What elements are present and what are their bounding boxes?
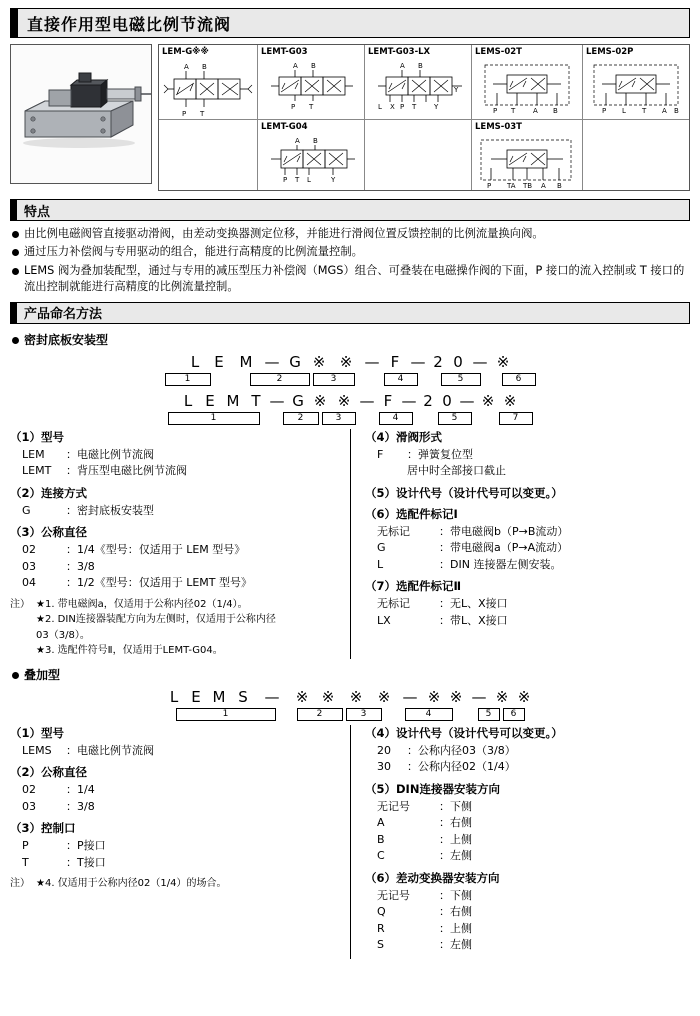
svg-text:B: B — [202, 63, 207, 71]
code-char: ※ — [496, 352, 512, 371]
code-index-box: 5 — [438, 412, 472, 425]
product-photo — [10, 44, 152, 184]
svg-text:P: P — [400, 103, 405, 111]
bullet-icon — [12, 268, 19, 275]
group-key: 20 — [377, 743, 391, 757]
feature-text: 由比例电磁阀管直接驱动滑阀，由差动变换器测定位移，并能进行滑阀位置反馈控制的比例流量换向阀。 — [24, 227, 544, 240]
group-line — [10, 503, 342, 520]
code-index-box: 3 — [322, 412, 356, 425]
group-key: S — [377, 938, 384, 951]
code-index-box: 1 — [165, 373, 211, 386]
note-body: 03（3/8）。 — [36, 629, 90, 641]
group-key: G — [22, 503, 31, 517]
hydraulic-symbol-icon — [261, 134, 361, 184]
code-index-box: 1 — [176, 708, 276, 721]
group-key: G — [377, 541, 386, 554]
code-index-box: 4 — [384, 373, 418, 386]
svg-text:T: T — [295, 176, 300, 184]
symbol-cell-lemt-g04 — [258, 120, 365, 190]
svg-text:P: P — [487, 182, 492, 190]
svg-text:P: P — [493, 107, 498, 115]
code-char: — — [402, 687, 420, 706]
model-code-characters — [10, 351, 690, 371]
svg-text:A: A — [184, 63, 189, 71]
group-line — [10, 782, 342, 799]
group-line — [365, 904, 682, 921]
code-index-box: 2 — [297, 708, 343, 721]
code-char: — — [471, 687, 489, 706]
group-value: ：上侧 — [439, 921, 472, 935]
svg-text:A: A — [400, 62, 405, 70]
group-value: ：1/4《型号：仅适用于 LEM 型号》 — [66, 543, 246, 556]
svg-text:TB: TB — [523, 182, 533, 190]
group-line — [10, 799, 342, 816]
code-char: ※ — [295, 687, 311, 706]
group-key: F — [377, 447, 384, 461]
hydraulic-symbol-icon — [586, 59, 686, 115]
group-key: P — [22, 839, 29, 852]
features-heading: 特点 — [24, 204, 51, 220]
feature-text: LEMS 阀为叠加装配型，通过与专用的减压型压力补偿阀（MGS）组合、可叠装在电磁操作阀的下面，P 接口的流入控制或 T 接口的流出控制就能进行高精度的比例流量控制。 — [24, 263, 685, 294]
group-title: （3）控制口 — [10, 821, 76, 835]
svg-text:A: A — [662, 107, 667, 115]
group-line — [365, 463, 682, 480]
svg-text:A: A — [541, 182, 546, 190]
valve-illustration — [15, 63, 152, 173]
group-nominal-diameter — [10, 764, 342, 815]
svg-text:Y: Y — [454, 86, 459, 94]
code-char: — — [401, 391, 419, 410]
group-value: ：电磁比例节流阀 — [66, 447, 154, 461]
group-key: LEM — [22, 447, 45, 461]
svg-text:T: T — [309, 103, 314, 111]
note-line — [10, 612, 342, 628]
code-char: M — [226, 391, 242, 410]
group-value: ：电磁比例节流阀 — [66, 743, 154, 757]
code-char: ※ — [313, 391, 329, 410]
bullet-icon — [12, 231, 19, 238]
group-value: ：公称内径03（3/8） — [407, 743, 516, 757]
code-char: S — [238, 687, 250, 706]
group-title: （7）选配件标记Ⅱ — [365, 579, 462, 593]
code-char: ※ — [312, 352, 328, 371]
notes-seal-mount — [10, 597, 342, 659]
group-value: ：1/2《型号：仅适用于 LEMT 型号》 — [66, 576, 252, 589]
group-key: 02 — [22, 783, 36, 796]
group-line — [365, 832, 682, 849]
group-value: ：公称内径02（1/4） — [407, 760, 516, 773]
svg-text:T: T — [412, 103, 417, 111]
code-index-box: 4 — [405, 708, 453, 721]
symbol-caption: LEMT-G04 — [261, 122, 308, 132]
group-title: （2）连接方式 — [10, 485, 88, 500]
group-line — [365, 743, 682, 760]
code-char: ※ — [517, 687, 533, 706]
group-value: ：带电磁阀a（P→A流动） — [439, 541, 569, 554]
group-key: LEMT — [22, 464, 52, 477]
group-line — [10, 542, 342, 559]
bullet-icon — [12, 672, 19, 679]
group-title: （5）设计代号（设计代号可以变更。） — [365, 485, 563, 500]
symbol-cell-empty-left — [159, 120, 258, 190]
code-index-box: 3 — [346, 708, 382, 721]
group-value: ：3/8 — [66, 559, 95, 573]
code-char: L — [190, 352, 202, 371]
note-lead — [10, 612, 36, 628]
group-key: T — [22, 855, 29, 869]
group-model — [10, 725, 342, 760]
group-line — [10, 743, 342, 760]
svg-text:B: B — [674, 107, 679, 115]
code-char: — — [264, 687, 282, 706]
group-spool-type — [365, 429, 682, 480]
group-line — [365, 596, 682, 613]
group-title: （3）公称直径 — [10, 525, 88, 539]
group-title: （1）型号 — [10, 429, 65, 444]
model-code-characters — [10, 390, 690, 410]
group-line — [10, 559, 342, 576]
svg-text:L: L — [622, 107, 626, 115]
svg-text:B: B — [313, 137, 318, 145]
group-value: 居中时全部接口截止 — [407, 464, 506, 477]
subsection-stack-type — [12, 666, 690, 683]
group-option-mark-1 — [365, 506, 682, 574]
group-value: ：左侧 — [439, 849, 472, 862]
code-char: ※ — [377, 687, 393, 706]
group-title: （6）选配件标记Ⅰ — [365, 506, 458, 521]
subsection-title: 叠加型 — [24, 667, 61, 682]
group-value: ：弹簧复位型 — [407, 447, 473, 461]
group-model — [10, 429, 342, 480]
model-code-index-row — [10, 708, 690, 721]
group-value: ：下侧 — [439, 888, 472, 902]
list-item — [12, 263, 690, 296]
svg-text:A: A — [533, 107, 538, 115]
code-index-box: 7 — [499, 412, 533, 425]
code-char: — — [459, 391, 477, 410]
hydraulic-symbol-icon — [263, 59, 359, 111]
group-key: 04 — [22, 576, 36, 589]
group-title: （2）公称直径 — [10, 765, 88, 779]
group-key: B — [377, 832, 385, 846]
group-line — [365, 799, 682, 816]
svg-text:B: B — [557, 182, 562, 190]
code-char: — — [359, 391, 377, 410]
code-char: ※ — [481, 391, 497, 410]
svg-text:P: P — [283, 176, 288, 184]
symbol-table — [158, 44, 690, 191]
code-char: ※ — [449, 687, 465, 706]
subsection-title: 密封底板安装型 — [24, 332, 109, 347]
explanation-column-right — [350, 725, 690, 959]
svg-text:L: L — [378, 103, 382, 111]
symbol-cell-lems-02p — [583, 45, 689, 120]
code-char: — — [410, 352, 428, 371]
page-title: 直接作用型电磁比例节流阀 — [27, 14, 232, 34]
group-key: 无记号 — [377, 799, 410, 813]
feature-text: 通过压力补偿阀与专用驱动的组合，能进行高精度的比例流量控制。 — [24, 245, 363, 259]
model-code-lemt — [10, 390, 690, 425]
bullet-icon — [12, 249, 19, 256]
code-index-box: 4 — [379, 412, 413, 425]
group-line — [365, 937, 682, 954]
symbol-cell-lemt-g03 — [258, 45, 365, 120]
explanation-column-left — [10, 725, 350, 959]
symbol-caption: LEMS-03T — [475, 122, 522, 132]
group-line — [10, 838, 342, 855]
group-line — [365, 921, 682, 938]
hydraulic-symbol-icon — [368, 59, 468, 111]
svg-text:A: A — [293, 62, 298, 70]
svg-text:B: B — [553, 107, 558, 115]
code-char: F — [390, 352, 402, 371]
explanation-column-right — [350, 429, 690, 659]
stack-type-explanations — [10, 725, 690, 959]
group-line — [10, 855, 342, 872]
group-option-mark-2 — [365, 578, 682, 629]
group-key: Q — [377, 905, 386, 918]
symbol-cell-lems-03t — [472, 120, 583, 190]
svg-text:P: P — [291, 103, 296, 111]
code-index-box: 6 — [502, 373, 536, 386]
svg-text:T: T — [511, 107, 516, 115]
symbol-caption: LEMS-02P — [586, 47, 634, 57]
code-char: — — [269, 391, 287, 410]
group-line — [365, 848, 682, 865]
code-char: 0 — [442, 391, 454, 410]
code-char: G — [292, 391, 306, 410]
group-title: （6）差动变换器安装方向 — [365, 870, 500, 885]
group-line — [10, 575, 342, 592]
group-line — [365, 815, 682, 832]
group-key: 无记号 — [377, 888, 410, 902]
group-key: 无标记 — [377, 597, 410, 610]
group-line — [365, 524, 682, 541]
svg-text:Y: Y — [331, 176, 336, 184]
group-key: C — [377, 849, 385, 862]
naming-section-header — [10, 302, 690, 324]
hydraulic-symbol-icon — [162, 59, 254, 119]
symbol-caption: LEMT-G03 — [261, 47, 308, 57]
group-value: ：带电磁阀b（P→B流动） — [439, 524, 569, 538]
model-code-index-row — [10, 412, 690, 425]
code-char: 2 — [433, 352, 445, 371]
group-value: ：背压型电磁比例节流阀 — [66, 464, 187, 477]
code-index-box: 3 — [313, 373, 355, 386]
list-item — [12, 244, 690, 260]
group-line — [10, 463, 342, 480]
group-control-port — [10, 820, 342, 871]
symbol-caption: LEM-G※※ — [162, 47, 209, 57]
code-index-box: 5 — [441, 373, 481, 386]
group-value: ：DIN 连接器左侧安装。 — [439, 557, 562, 571]
model-code-characters — [10, 686, 690, 706]
code-char: ※ — [337, 391, 353, 410]
group-line — [365, 557, 682, 574]
list-item — [12, 226, 690, 242]
bullet-icon — [12, 337, 19, 344]
group-title: （4）设计代号（设计代号可以变更。） — [365, 725, 563, 740]
svg-text:P: P — [182, 110, 187, 118]
model-code-lem — [10, 351, 690, 386]
symbol-cell-lemt-g03-lx — [365, 45, 472, 120]
group-key: LX — [377, 613, 391, 627]
code-char: M — [239, 352, 255, 371]
hydraulic-symbol-icon — [475, 134, 579, 190]
note-line — [10, 876, 342, 892]
features-section-header — [10, 199, 690, 221]
group-value: ：带L、X接口 — [439, 613, 508, 627]
group-connection — [10, 485, 342, 520]
svg-text:A: A — [295, 137, 300, 145]
symbol-cell-lem-g — [159, 45, 258, 120]
symbol-cell-empty-mid — [365, 120, 472, 190]
group-value: ：无L、X接口 — [439, 597, 508, 610]
code-index-box: 5 — [478, 708, 500, 721]
svg-text:Y: Y — [434, 103, 439, 111]
code-char: E — [191, 687, 203, 706]
hydraulic-symbol-icon — [477, 59, 577, 115]
group-nominal-diameter — [10, 524, 342, 592]
group-value: ：P接口 — [66, 839, 106, 852]
page-title-bar — [10, 8, 690, 38]
code-char: 2 — [423, 391, 435, 410]
code-char: — — [472, 352, 490, 371]
group-key: 03 — [22, 559, 36, 573]
note-lead — [10, 643, 36, 659]
notes-stack-type — [10, 876, 342, 892]
svg-text:T: T — [642, 107, 647, 115]
code-char: ※ — [503, 391, 519, 410]
group-value: ：右侧 — [439, 816, 472, 829]
code-char: ※ — [321, 687, 337, 706]
svg-text:TA: TA — [507, 182, 516, 190]
group-value: ：左侧 — [439, 938, 472, 951]
note-body: ★1. 带电磁阀a，仅适用于公称内径02（1/4）。 — [36, 598, 248, 610]
code-char: L — [183, 391, 195, 410]
group-value: ：密封底板安装型 — [66, 503, 154, 517]
seal-mount-explanations — [10, 429, 690, 659]
group-title: （5）DIN连接器安装方向 — [365, 781, 500, 796]
note-lead: 注） — [10, 598, 30, 610]
group-key: L — [377, 557, 384, 571]
code-char: E — [214, 352, 226, 371]
code-char: G — [289, 352, 303, 371]
group-value: ：右侧 — [439, 905, 472, 918]
symbol-cell-lems-02t — [472, 45, 583, 120]
svg-text:X: X — [390, 103, 395, 111]
group-key: 02 — [22, 543, 36, 556]
note-line — [10, 643, 342, 659]
svg-text:T: T — [200, 110, 205, 118]
group-line — [10, 447, 342, 464]
group-key — [377, 463, 407, 480]
code-index-box: 2 — [250, 373, 310, 386]
group-title: （4）滑阀形式 — [365, 429, 443, 444]
group-key: 无标记 — [377, 524, 410, 538]
code-char: ※ — [339, 352, 355, 371]
group-transducer-direction — [365, 870, 682, 954]
group-design-code — [365, 485, 682, 501]
code-index-box: 6 — [503, 708, 525, 721]
group-key: LEMS — [22, 743, 52, 757]
group-line — [365, 759, 682, 776]
group-value: ：下侧 — [439, 799, 472, 813]
top-figure-area — [10, 44, 690, 191]
group-line — [365, 447, 682, 464]
code-char: M — [212, 687, 228, 706]
code-char: ※ — [495, 687, 511, 706]
code-char: L — [169, 687, 181, 706]
model-code-index-row — [10, 373, 690, 386]
symbol-cell-empty-right — [583, 120, 689, 190]
code-char: ※ — [349, 687, 365, 706]
code-index-box: 1 — [168, 412, 260, 425]
group-value: ：T接口 — [66, 855, 106, 869]
group-key: R — [377, 921, 385, 935]
svg-text:B: B — [418, 62, 423, 70]
group-line — [365, 613, 682, 630]
group-design-code — [365, 725, 682, 776]
code-char: — — [264, 352, 282, 371]
note-body: ★3. 选配件符号Ⅱ，仅适用于LEMT-G04。 — [36, 645, 223, 656]
svg-text:L: L — [307, 176, 311, 184]
code-char: E — [205, 391, 217, 410]
subsection-seal-mount — [12, 331, 690, 348]
features-list — [12, 226, 690, 296]
group-line — [365, 888, 682, 905]
code-char: T — [251, 391, 263, 410]
naming-heading: 产品命名方法 — [24, 307, 103, 322]
group-key: 30 — [377, 760, 391, 773]
group-line — [365, 540, 682, 557]
note-body: ★2. DIN连接器装配方向为左侧时，仅适用于公称内径 — [36, 614, 276, 625]
note-line — [10, 597, 342, 613]
group-value: ：3/8 — [66, 799, 95, 813]
group-title: （1）型号 — [10, 725, 65, 740]
note-lead: 注） — [10, 878, 30, 889]
model-code-lems — [10, 686, 690, 721]
code-char: ※ — [427, 687, 443, 706]
code-char: — — [364, 352, 382, 371]
explanation-column-left — [10, 429, 350, 659]
group-key: A — [377, 816, 385, 829]
code-char: 0 — [453, 352, 465, 371]
svg-text:P: P — [602, 107, 607, 115]
code-char: F — [383, 391, 395, 410]
code-index-box: 2 — [283, 412, 319, 425]
group-value: ：1/4 — [66, 783, 95, 796]
svg-text:B: B — [311, 62, 316, 70]
group-key: 03 — [22, 799, 36, 813]
note-body: ★4. 仅适用于公称内径02（1/4）的场合。 — [36, 878, 227, 889]
symbol-caption: LEMS-02T — [475, 47, 522, 57]
group-din-direction — [365, 781, 682, 865]
group-value: ：上侧 — [439, 832, 472, 846]
symbol-caption: LEMT-G03-LX — [368, 47, 431, 57]
